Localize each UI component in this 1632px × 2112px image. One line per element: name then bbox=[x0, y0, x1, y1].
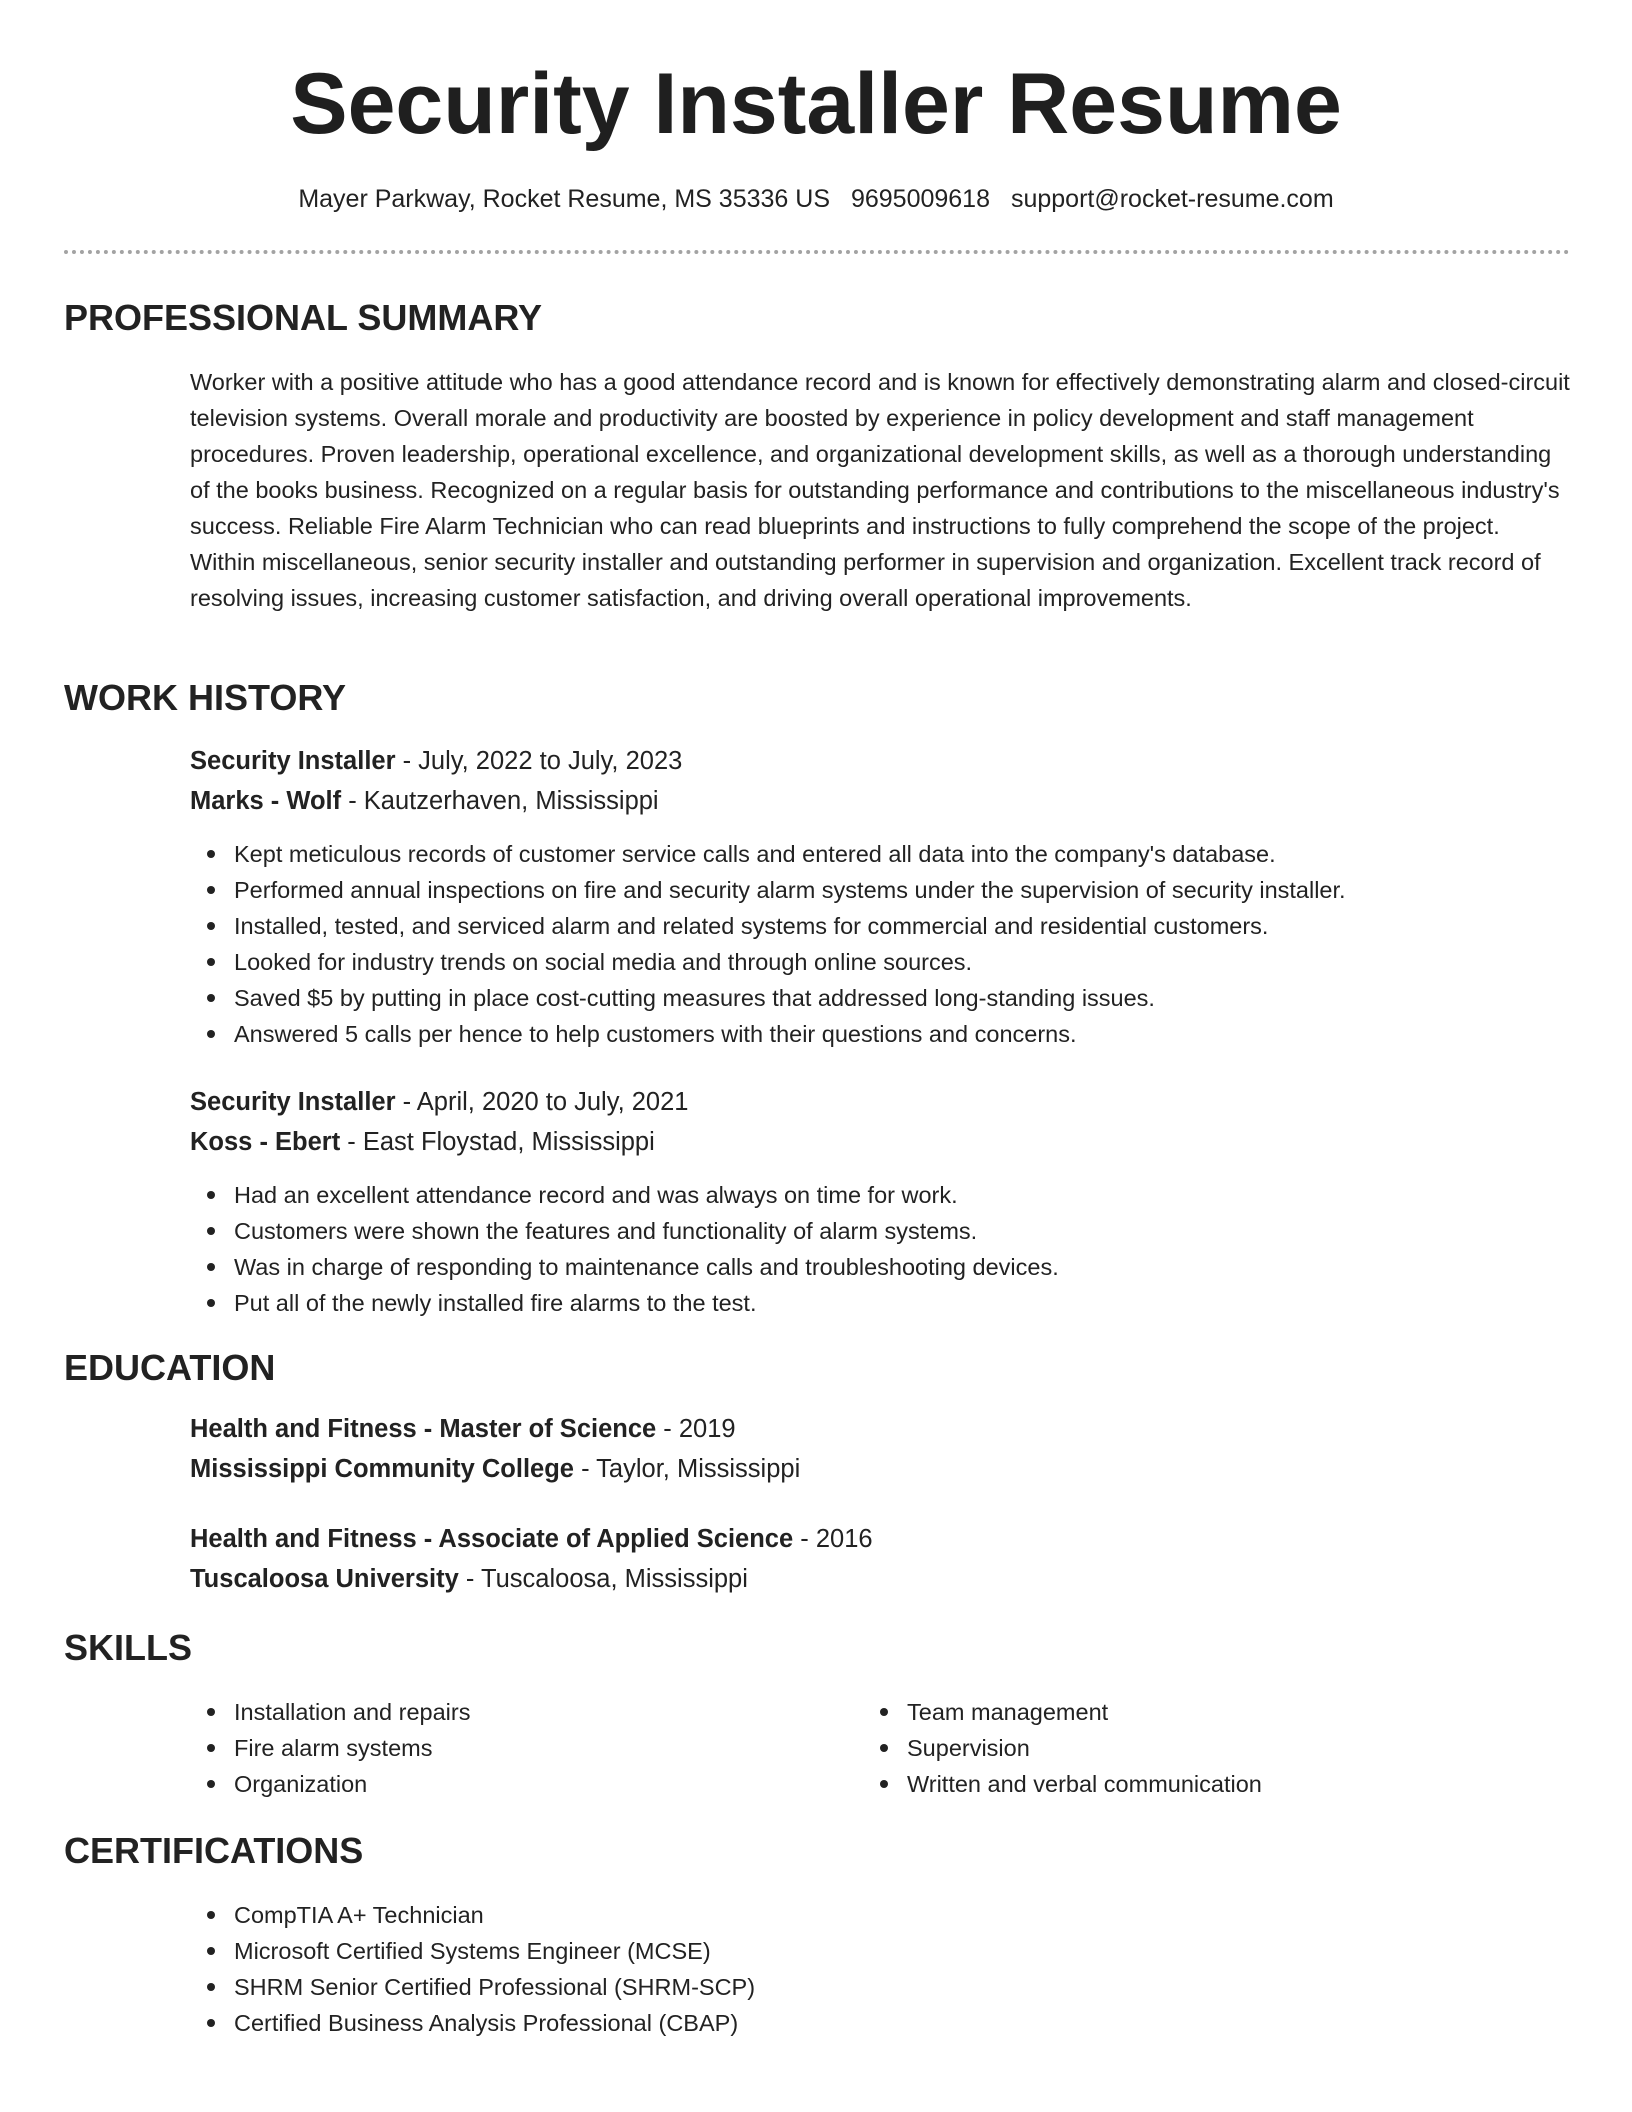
contact-email[interactable]: support@rocket-resume.com bbox=[1010, 185, 1334, 213]
header-divider bbox=[64, 250, 1570, 254]
skill-item: Organization bbox=[190, 1766, 470, 1802]
skills-heading: SKILLS bbox=[64, 1627, 193, 1668]
skill-item: Fire alarm systems bbox=[190, 1730, 470, 1766]
job-dates: - April, 2020 to July, 2021 bbox=[395, 1088, 689, 1116]
job-title: Security Installer bbox=[190, 1088, 396, 1116]
job-bullet: Customers were shown the features and functionality of alarm systems. bbox=[190, 1213, 1059, 1249]
job-bullet: Performed annual inspections on fire and security alarm systems under the supervision of security installer. bbox=[190, 872, 1346, 908]
job-title-line bbox=[190, 743, 682, 779]
skills-list-right bbox=[863, 1694, 1262, 1802]
job-company: Marks - Wolf bbox=[190, 787, 342, 815]
job-location: - Kautzerhaven, Mississippi bbox=[341, 787, 659, 815]
education-year: - 2019 bbox=[656, 1415, 736, 1443]
education-school: Tuscaloosa University bbox=[190, 1565, 459, 1593]
skill-item: Written and verbal communication bbox=[863, 1766, 1262, 1802]
job-title-line bbox=[190, 1084, 688, 1120]
job-bullet-list bbox=[190, 1177, 1059, 1321]
skill-item: Installation and repairs bbox=[190, 1694, 470, 1730]
job-bullet: Put all of the newly installed fire alarms to the test. bbox=[190, 1285, 1059, 1321]
summary-text: Worker with a positive attitude who has a good attendance record and is known for effectively demonstrating alarm and closed-circuit television systems. Overall morale and productivity are boosted by experience in policy development and staff management procedures. Proven leadership, operational excellence, and organizational development skills, as well as a thorough understanding of the books business. Recognized on a regular basis for outstanding performance and contributions to the miscellaneous industry's success. Reliable Fire Alarm Technician who can read blueprints and instructions to fully comprehend the scope of the project. Within miscellaneous, senior security installer and outstanding performer in supervision and organization. Excellent track record of resolving issues, increasing customer satisfaction, and driving overall operational improvements. bbox=[190, 369, 1570, 611]
certification-item: CompTIA A+ Technician bbox=[190, 1897, 755, 1933]
skills-list-left bbox=[190, 1694, 470, 1802]
education-school: Mississippi Community College bbox=[190, 1455, 574, 1483]
certifications-heading: CERTIFICATIONS bbox=[64, 1830, 364, 1871]
education-degree-line bbox=[190, 1411, 736, 1447]
education-degree-line bbox=[190, 1521, 873, 1557]
job-bullet: Kept meticulous records of customer service calls and entered all data into the company's database. bbox=[190, 836, 1346, 872]
job-title: Security Installer bbox=[190, 747, 396, 775]
summary-heading: PROFESSIONAL SUMMARY bbox=[64, 297, 543, 338]
work-history-heading: WORK HISTORY bbox=[64, 677, 347, 718]
job-bullet: Had an excellent attendance record and was always on time for work. bbox=[190, 1177, 1059, 1213]
skill-item: Supervision bbox=[863, 1730, 1262, 1766]
contact-line bbox=[0, 182, 1632, 216]
certification-item: Microsoft Certified Systems Engineer (MCSE) bbox=[190, 1933, 755, 1969]
job-company-line bbox=[190, 1124, 655, 1160]
job-bullet-list bbox=[190, 836, 1346, 1052]
certifications-list bbox=[190, 1897, 755, 2041]
skill-item: Team management bbox=[863, 1694, 1262, 1730]
education-location: - Taylor, Mississippi bbox=[573, 1455, 801, 1483]
job-dates: - July, 2022 to July, 2023 bbox=[395, 747, 683, 775]
education-degree: Health and Fitness - Master of Science bbox=[190, 1415, 657, 1443]
certification-item: SHRM Senior Certified Professional (SHRM-SCP) bbox=[190, 1969, 755, 2005]
education-degree: Health and Fitness - Associate of Applied Science bbox=[190, 1525, 794, 1553]
job-bullet: Answered 5 calls per hence to help customers with their questions and concerns. bbox=[190, 1016, 1346, 1052]
job-bullet: Looked for industry trends on social media and through online sources. bbox=[190, 944, 1346, 980]
education-year: - 2016 bbox=[793, 1525, 873, 1553]
contact-phone[interactable]: 9695009618 bbox=[850, 185, 990, 213]
education-location: - Tuscaloosa, Mississippi bbox=[458, 1565, 748, 1593]
job-bullet: Was in charge of responding to maintenance calls and troubleshooting devices. bbox=[190, 1249, 1059, 1285]
contact-address: Mayer Parkway, Rocket Resume, MS 35336 US bbox=[298, 185, 830, 213]
certification-item: Certified Business Analysis Professional (CBAP) bbox=[190, 2005, 755, 2041]
job-company: Koss - Ebert bbox=[190, 1128, 341, 1156]
job-bullet: Saved $5 by putting in place cost-cutting measures that addressed long-standing issues. bbox=[190, 980, 1346, 1016]
job-company-line bbox=[190, 783, 659, 819]
job-bullet: Installed, tested, and serviced alarm and related systems for commercial and residential customers. bbox=[190, 908, 1346, 944]
job-location: - East Floystad, Mississippi bbox=[340, 1128, 655, 1156]
resume-title: Security Installer Resume bbox=[290, 56, 1342, 152]
education-school-line bbox=[190, 1451, 800, 1487]
education-school-line bbox=[190, 1561, 748, 1597]
education-heading: EDUCATION bbox=[64, 1347, 276, 1388]
